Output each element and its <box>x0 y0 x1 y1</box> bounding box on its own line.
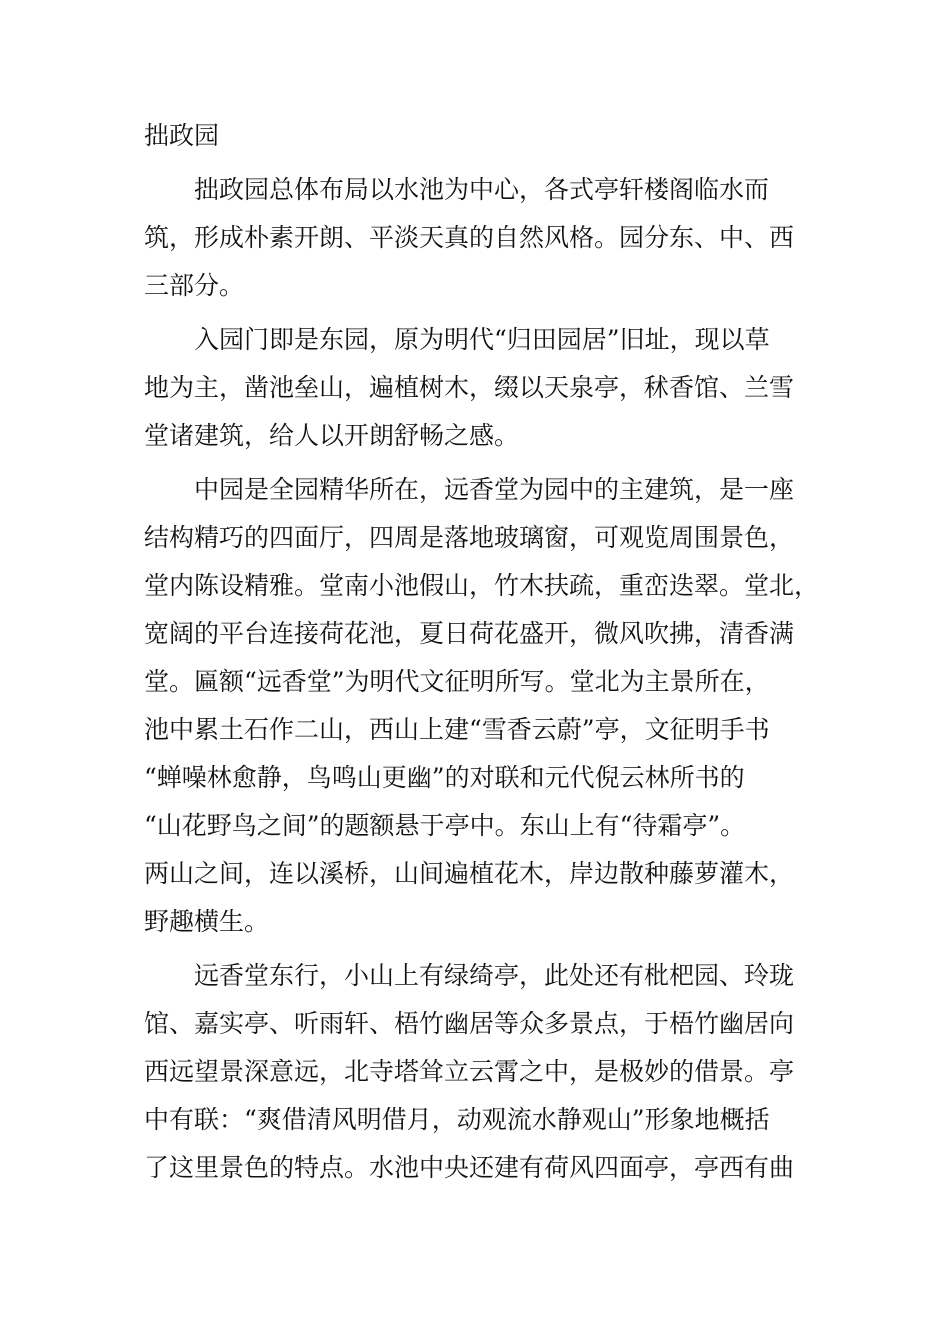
paragraph-line: 远香堂东行，小山上有绿绮亭，此处还有枇杷园、玲珑 <box>194 961 795 990</box>
paragraph-line: 两山之间，连以溪桥，山间遍植花木，岸边散种藤萝灌木， <box>144 859 795 888</box>
paragraph-line: “山花野鸟之间”的题额悬于亭中。东山上有“待霜亭”。 <box>144 811 746 840</box>
paragraph-line: 堂。匾额“远香堂”为明代文征明所写。堂北为主景所在， <box>144 667 770 696</box>
paragraph-east-garden <box>144 316 838 460</box>
paragraph-line: 堂诸建筑，给人以开朗舒畅之感。 <box>144 421 520 450</box>
paragraph-line: 堂内陈设精雅。堂南小池假山，竹木扶疏，重峦迭翠。堂北， <box>144 571 820 600</box>
paragraph-central-garden <box>144 466 838 946</box>
paragraph-line: 西远望景深意远，北寺塔耸立云霄之中，是极妙的借景。亭 <box>144 1057 795 1086</box>
paragraph-line: 拙政园总体布局以水池为中心，各式亭轩楼阁临水而 <box>194 175 770 204</box>
paragraph-line: 宽阔的平台连接荷花池，夏日荷花盛开，微风吹拂，清香满 <box>144 619 795 648</box>
paragraph-line: “蝉噪林愈静，鸟鸣山更幽”的对联和元代倪云林所书的 <box>144 763 745 792</box>
paragraph-line: 三部分。 <box>144 271 245 300</box>
paragraph-line: 野趣横生。 <box>144 907 270 936</box>
paragraph-line: 馆、嘉实亭、听雨轩、梧竹幽居等众多景点，于梧竹幽居向 <box>144 1009 795 1038</box>
paragraph-line: 筑，形成朴素开朗、平淡天真的自然风格。园分东、中、西 <box>144 223 795 252</box>
document-title: 拙政园 <box>144 121 220 150</box>
paragraph-layout-overview <box>144 166 838 310</box>
paragraph-east-route <box>144 952 838 1192</box>
paragraph-line: 中有联：“爽借清风明借月，动观流水静观山”形象地概括 <box>144 1105 770 1134</box>
paragraph-line: 了这里景色的特点。水池中央还建有荷风四面亭，亭西有曲 <box>144 1153 795 1182</box>
paragraph-line: 池中累土石作二山，西山上建“雪香云蔚”亭，文征明手书 <box>144 715 770 744</box>
paragraph-line: 入园门即是东园，原为明代“归田园居”旧址，现以草 <box>194 325 770 354</box>
paragraph-line: 中园是全园精华所在，远香堂为园中的主建筑，是一座 <box>194 475 795 504</box>
paragraph-line: 地为主，凿池垒山，遍植树木，缀以天泉亭，秫香馆、兰雪 <box>144 373 795 402</box>
paragraph-line: 结构精巧的四面厅，四周是落地玻璃窗，可观览周围景色， <box>144 523 795 552</box>
